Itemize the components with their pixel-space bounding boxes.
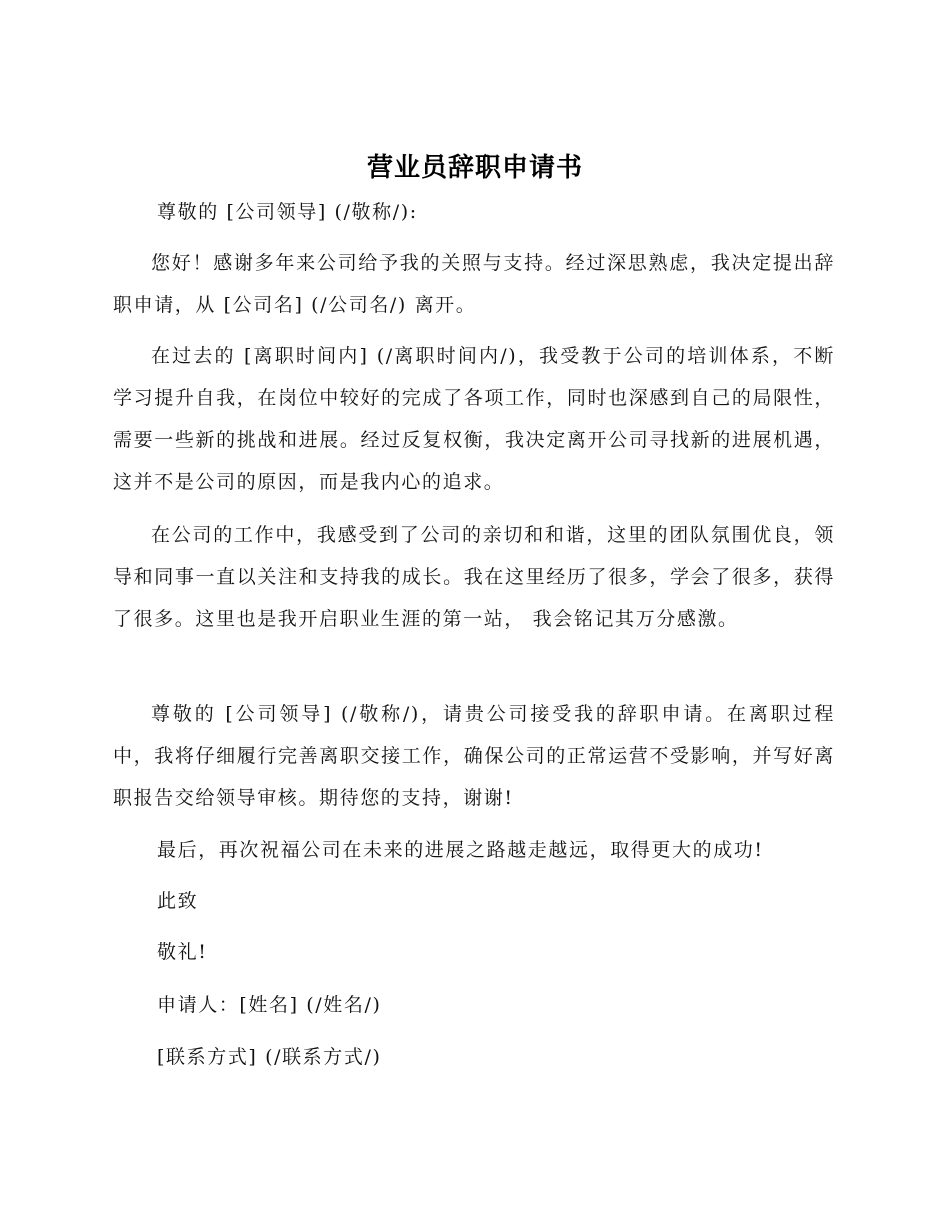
paragraph-1: 您好！感谢多年来公司给予我的关照与支持。经过深思熟虑，我决定提出辞职申请，从 [公司名] (/公司名/) 离开。 <box>113 252 835 316</box>
document-title: 营业员辞职申请书 <box>366 153 583 183</box>
applicant-line: 申请人：[姓名] (/姓名/) <box>157 994 382 1016</box>
closing-wish: 最后，再次祝福公司在未来的进展之路越走越远，取得更大的成功! <box>157 839 764 861</box>
closing-2: 敬礼! <box>157 941 208 963</box>
closing-1: 此致 <box>157 890 199 912</box>
paragraph-3: 在公司的工作中，我感受到了公司的亲切和和谐，这里的团队氛围优良，领导和同事一直以关注和支持我的成长。我在这里经历了很多，学会了很多，获得了很多。这里也是我开启职业生涯的第一站， 我会铭记其万分感激。 <box>113 524 835 630</box>
paragraph-4: 尊敬的 [公司领导] (/敬称/)，请贵公司接受我的辞职申请。在离职过程中，我将仔细履行完善离职交接工作，确保公司的正常运营不受影响，并写好离职报告交给领导审核。期待您的支持，谢谢! <box>113 703 835 809</box>
paragraph-2: 在过去的 [离职时间内] (/离职时间内/)，我受教于公司的培训体系，不断学习提升自我，在岗位中较好的完成了各项工作，同时也深感到自己的局限性，需要一些新的挑战和进展。经过反复权衡，我决定离开公司寻找新的进展机遇，这并不是公司的原因，而是我内心的追求。 <box>113 345 835 493</box>
contact-line: [联系方式] (/联系方式/) <box>157 1046 382 1068</box>
salutation: 尊敬的 [公司领导] (/敬称/): <box>157 201 418 223</box>
